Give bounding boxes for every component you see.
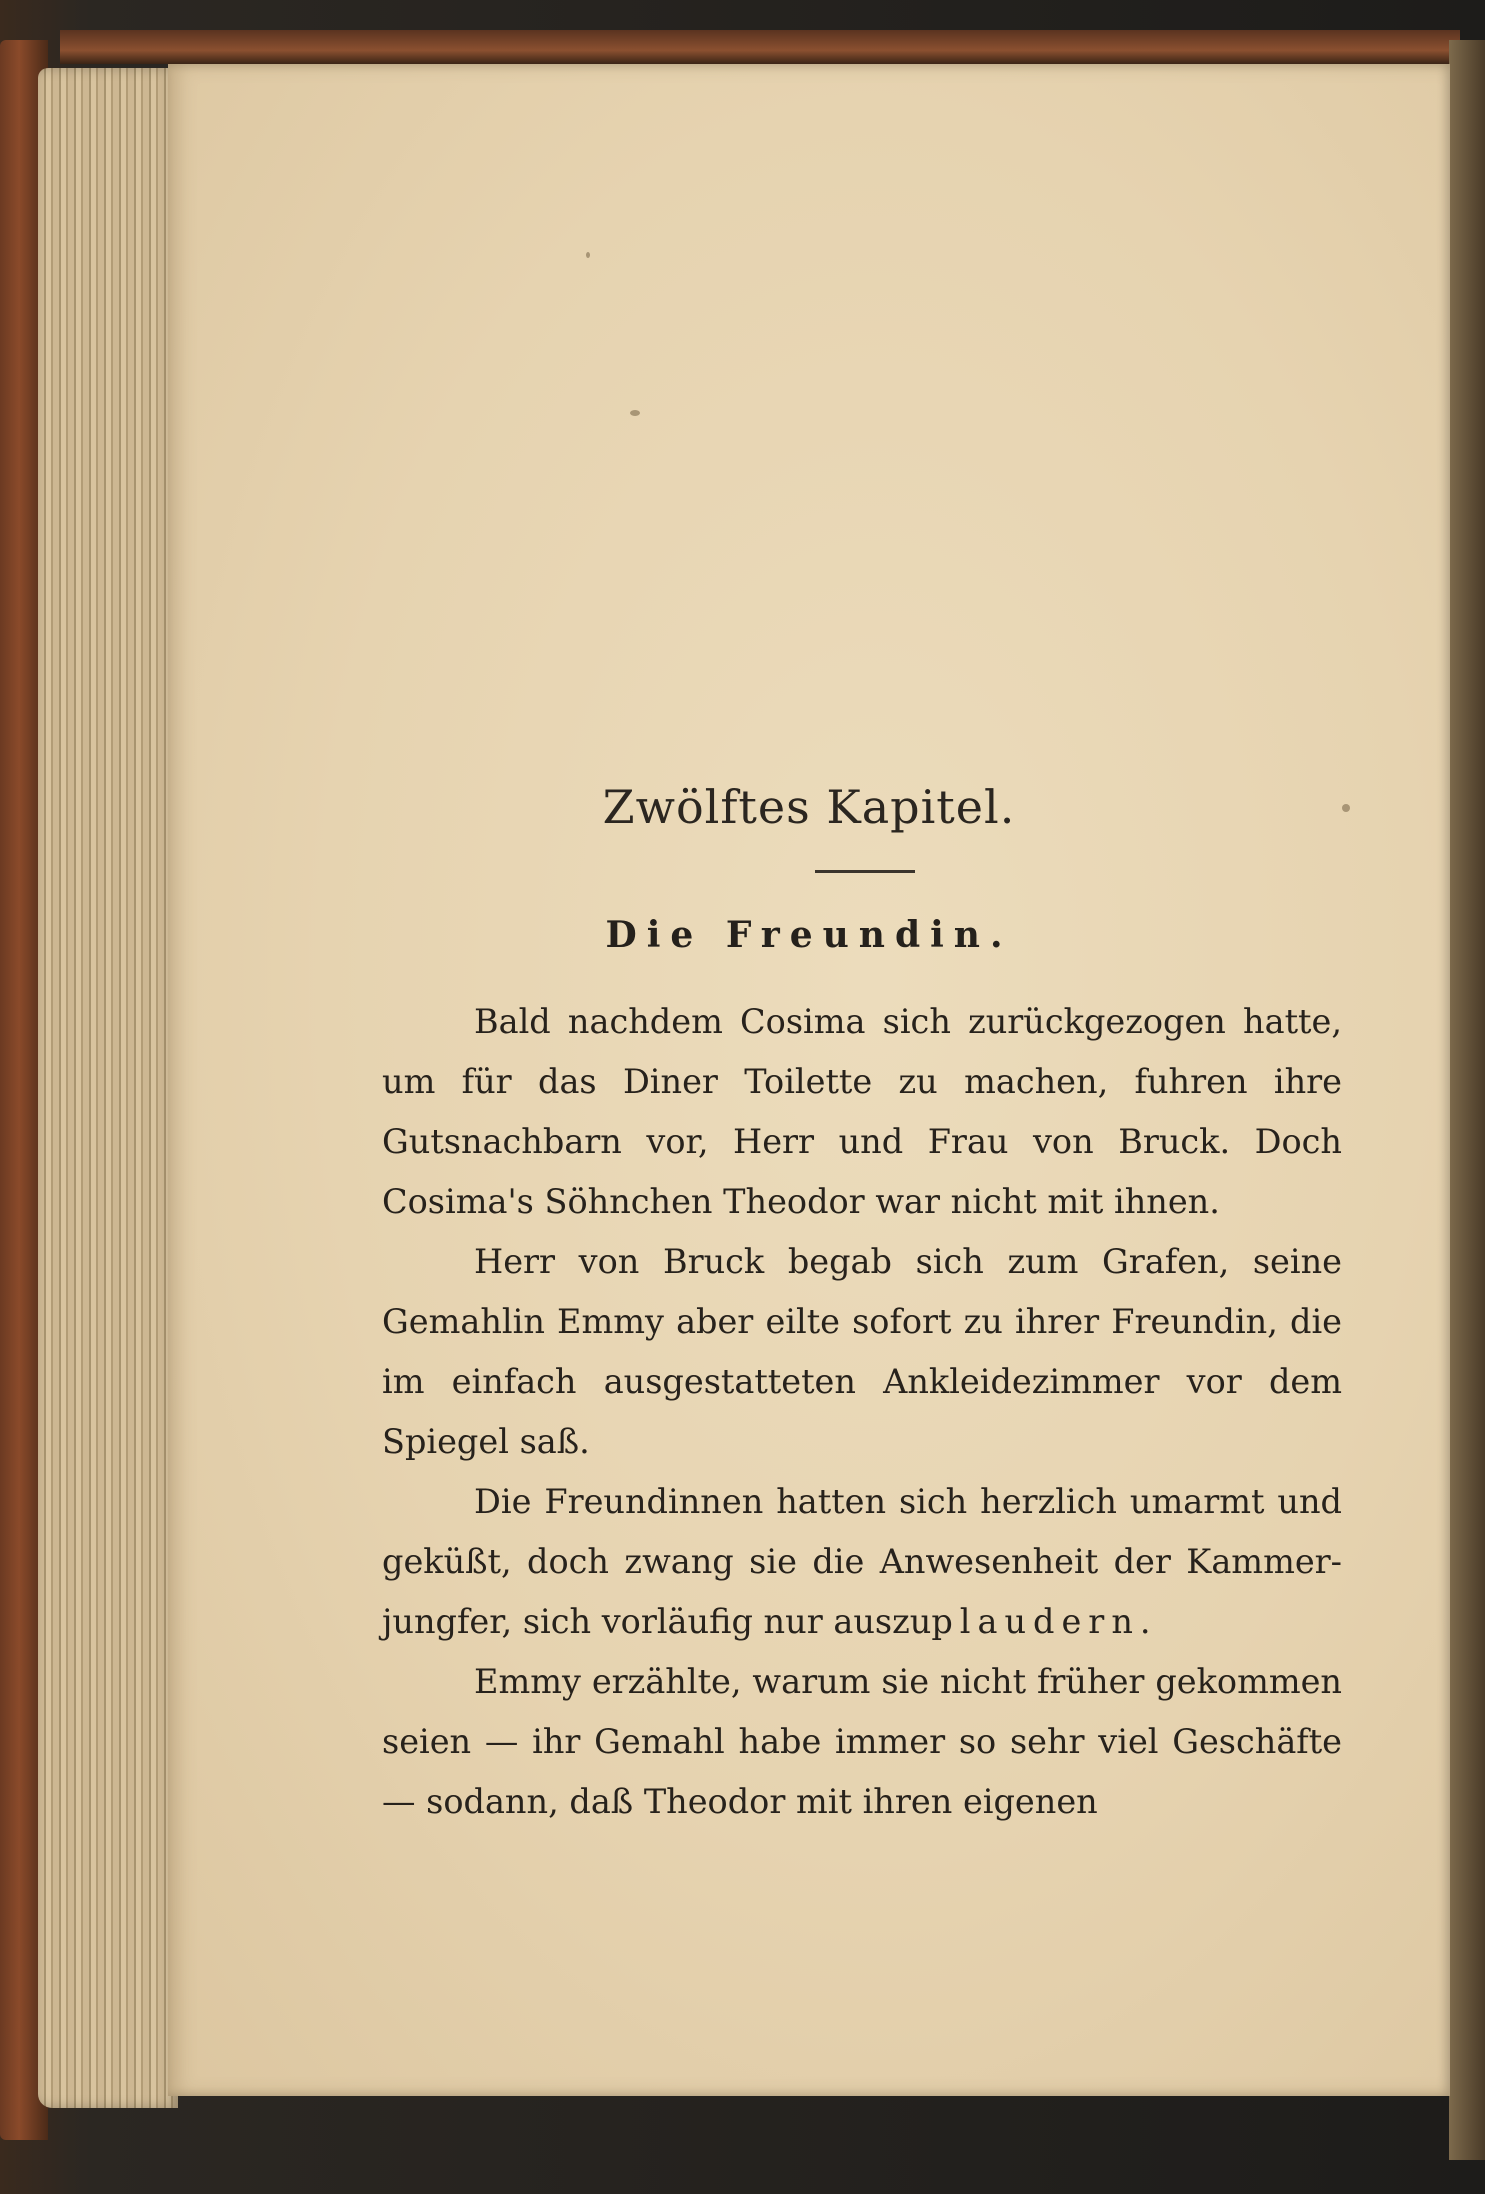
- book-cover-top: [60, 30, 1460, 64]
- paper-speck: [586, 252, 590, 258]
- paper-speck: [630, 410, 640, 416]
- paragraph: [382, 1472, 1342, 1652]
- spaced-emphasis: plaudern: [931, 1602, 1140, 1641]
- chapter-subtitle: Die Freundin.: [605, 914, 1013, 956]
- chapter-divider: [815, 870, 915, 873]
- body-text: [382, 992, 1342, 1832]
- paragraph-text: Die Freundinnen hatten sich herzlich umarmt und geküßt, doch zwang sie die Anwesenheit der Kammer-jungfer, sich vorläufig nur auszu: [382, 1482, 1342, 1641]
- book-gutter: [1449, 40, 1485, 2160]
- chapter-title: Zwölftes Kapitel.: [602, 780, 1016, 834]
- paragraph: Emmy erzählte, warum sie nicht früher gekommen seien — ihr Gemahl habe immer so sehr viel Geschäfte — sodann, daß Theodor mit ihren eigenen: [382, 1662, 1342, 1821]
- paragraph-text: .: [1139, 1602, 1151, 1641]
- page-edges: [38, 68, 178, 2108]
- paragraph: Herr von Bruck begab sich zum Grafen, seine Gemahlin Emmy aber eilte sofort zu ihrer Freundin, die im einfach ausgestatteten Ankleidezimmer vor dem Spiegel saß.: [382, 1242, 1342, 1461]
- paragraph: Bald nachdem Cosima sich zurückgezogen hatte, um für das Diner Toilette zu machen, fuhren ihre Gutsnachbarn vor, Herr und Frau von Bruck. Doch Cosima's Söhnchen Theodor war nicht mit ihnen.: [382, 1002, 1342, 1221]
